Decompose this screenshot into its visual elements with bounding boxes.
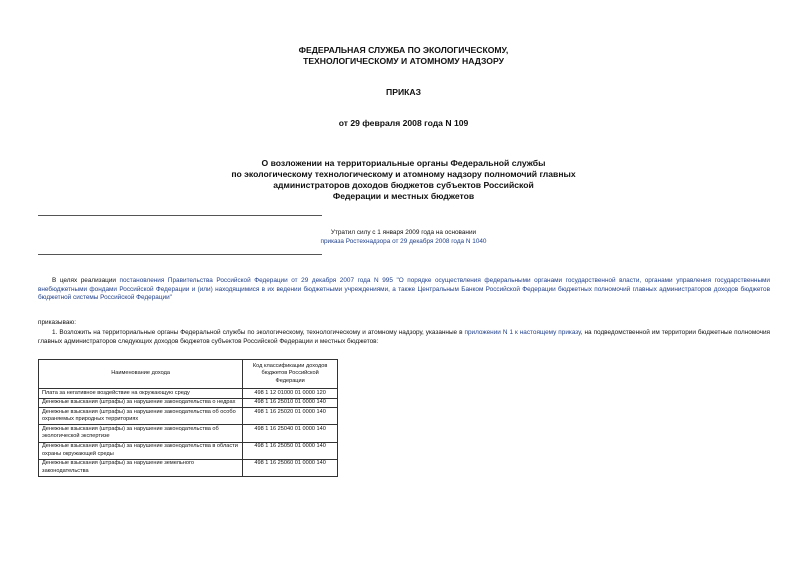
income-code: 498 1 16 25020 01 0000 140 [243, 408, 338, 425]
table-row [39, 459, 338, 476]
title-line3: администраторов доходов бюджетов субъектов Российской [273, 180, 534, 190]
table-header-row [39, 360, 338, 389]
income-name: Денежные взыскания (штрафы) за нарушение законодательства об особо охраняемых природных территориях [39, 408, 243, 425]
col-header-code: Код классификации доходов бюджетов Российской Федерации [243, 360, 338, 389]
title-line4: Федерации и местных бюджетов [332, 191, 475, 201]
income-name: Денежные взыскания (штрафы) за нарушение земельного законодательства [39, 459, 243, 476]
table-row [39, 398, 338, 408]
table-row [39, 408, 338, 425]
income-code: 498 1 12 01000 01 0000 120 [243, 389, 338, 399]
table-row [39, 389, 338, 399]
item1-text-a: 1. Возложить на территориальные органы Федеральной службы по экологическому, технологическому и атомному надзору, указанные в [52, 329, 465, 336]
table-row [39, 442, 338, 459]
status-note: Утратил силу с 1 января 2009 года на основании [330, 229, 477, 236]
income-name: Денежные взыскания (штрафы) за нарушение законодательства в области охраны окружающей среды [39, 442, 243, 459]
title-line2: по экологическому технологическому и атомному надзору полномочий главных [231, 169, 576, 179]
document-date: от 29 февраля 2008 года N 109 [338, 118, 469, 128]
preamble-lead: В целях реализации [52, 277, 120, 284]
document-type: ПРИКАЗ [386, 87, 421, 97]
income-name: Денежные взыскания (штрафы) за нарушение законодательства о недрах [39, 398, 243, 408]
item1-text-b: , на подведомственной им территории бюджетные полномочия главных администраторов следующих доходов бюджетов субъектов Российской Федерации и местных бюджетов: [38, 329, 770, 345]
agency-name-line2: ТЕХНОЛОГИЧЕСКОМУ И АТОМНОМУ НАДЗОРУ [303, 56, 504, 66]
income-code: 498 1 16 25010 01 0000 140 [243, 398, 338, 408]
income-name: Денежные взыскания (штрафы) за нарушение законодательства об экологической экспертизе [39, 425, 243, 442]
divider-bottom [38, 254, 322, 255]
income-code: 498 1 16 25040 01 0000 140 [243, 425, 338, 442]
divider-top [38, 215, 322, 216]
item1-paragraph [38, 329, 770, 346]
preamble-paragraph [38, 277, 770, 303]
income-table [38, 359, 338, 477]
agency-name-line1: ФЕДЕРАЛЬНАЯ СЛУЖБА ПО ЭКОЛОГИЧЕСКОМУ, [298, 45, 509, 55]
table-row [39, 425, 338, 442]
government-decree-link[interactable]: постановления Правительства Российской Федерации от 29 декабря 2007 года N 995 "О порядке осуществления федеральными органами государственной власти, органами управления государственными внебюджетными фондами Российской Федерации и (или) находящимися в их ведении бюджетными учреждениями, а также Центральным Банком Российской Федерации бюджетных полномочий главных администраторов доходов бюджетов бюджетной системы Российской Федерации" [38, 277, 770, 302]
col-header-name: Наименование дохода [39, 360, 243, 389]
appendix1-link[interactable]: приложении N 1 к настоящему приказу [464, 329, 581, 336]
income-name: Плата за негативное воздействие на окружающую среду [39, 389, 243, 399]
income-code: 498 1 16 25050 01 0000 140 [243, 442, 338, 459]
repeal-order-link[interactable]: приказа Ростехнадзора от 29 декабря 2008 года N 1040 [320, 238, 487, 245]
title-line1: О возложении на территориальные органы Федеральной службы [261, 158, 546, 168]
order-word: приказываю: [38, 319, 76, 326]
income-code: 498 1 16 25060 01 0000 140 [243, 459, 338, 476]
